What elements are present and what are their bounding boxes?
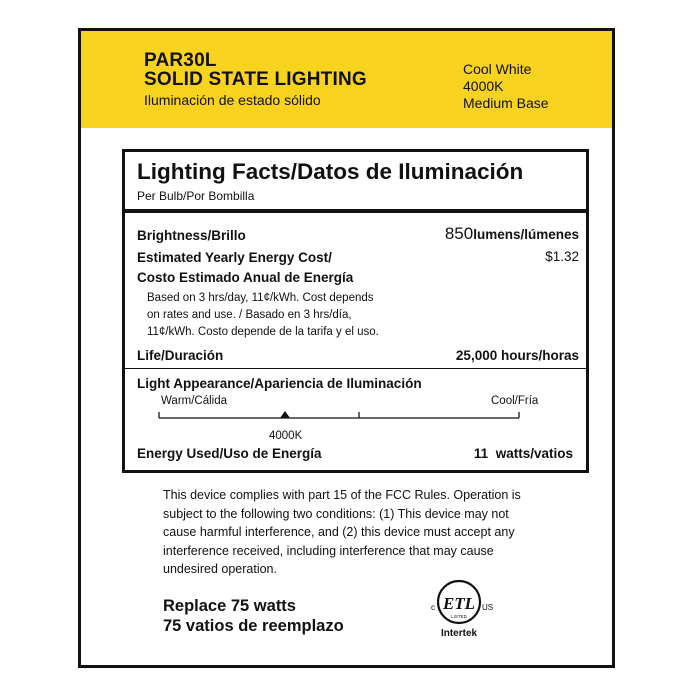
brightness-number: 850	[444, 224, 474, 243]
brightness-label: Brightness/Brillo	[137, 228, 246, 243]
life-label: Life/Duración	[137, 348, 224, 363]
color-temperature-scale	[125, 152, 586, 470]
intertek-text: Intertek	[440, 628, 478, 639]
fcc-line: This device complies with part 15 of the FCC Rules. Operation is	[163, 488, 521, 502]
life-number: 25,000	[455, 348, 498, 363]
scale-marker-label: 4000K	[269, 430, 303, 442]
cost-value: $1.32	[545, 249, 579, 264]
cost-note-line-3: 11¢/kWh. Costo depende de la tarifa y el uso.	[147, 326, 379, 338]
cost-note-line-1: Based on 3 hrs/day, 11¢/kWh. Cost depends	[147, 292, 374, 304]
fcc-line: interference received, including interference that may cause	[163, 543, 494, 558]
product-model: PAR30L	[144, 50, 217, 71]
etl-c-text: c	[431, 603, 435, 612]
product-title-spanish: Iluminación de estado sólido	[144, 92, 321, 108]
lighting-facts-title: Lighting Facts/Datos de Iluminación	[137, 159, 524, 184]
energy-value	[474, 446, 573, 461]
etl-text: ETL	[442, 594, 476, 613]
life-unit: hours/horas	[500, 348, 579, 363]
etl-us-text: US	[482, 603, 494, 612]
energy-number: 11	[473, 446, 489, 461]
product-label	[78, 28, 615, 668]
brightness-unit: lumens/lúmenes	[473, 227, 579, 242]
color-temperature: 4000K	[463, 78, 504, 94]
appearance-label: Light Appearance/Apariencia de Iluminación	[137, 376, 422, 391]
scale-marker-icon	[280, 411, 290, 418]
cost-label-english: Estimated Yearly Energy Cost/	[137, 250, 332, 265]
fcc-line: subject to the following two conditions: (1) This device may not	[163, 506, 509, 521]
header-band	[81, 31, 612, 128]
energy-label: Energy Used/Uso de Energía	[137, 446, 322, 461]
scale-warm-label: Warm/Cálida	[161, 395, 228, 407]
replace-wattage-spanish: 75 vatios de reemplazo	[163, 617, 344, 635]
base-type: Medium Base	[463, 95, 549, 111]
etl-listed-mark-icon	[426, 576, 496, 640]
color-name: Cool White	[463, 61, 532, 77]
lighting-facts-panel	[122, 149, 589, 473]
product-title: SOLID STATE LIGHTING	[144, 69, 367, 90]
cost-note-line-2: on rates and use. / Basado en 3 hrs/día,	[147, 309, 352, 321]
fcc-line: undesired operation.	[163, 562, 277, 576]
energy-unit: watts/vatios	[495, 446, 573, 461]
replace-wattage: Replace 75 watts	[163, 597, 296, 615]
fcc-compliance-statement	[163, 486, 563, 579]
lighting-facts-subtitle: Per Bulb/Por Bombilla	[137, 189, 255, 203]
fcc-line: cause harmful interference, and (2) this device must accept any	[163, 525, 515, 539]
etl-listed-text: LISTED	[451, 614, 467, 619]
cost-label-spanish: Costo Estimado Anual de Energía	[137, 270, 354, 285]
scale-cool-label: Cool/Fría	[491, 395, 539, 407]
